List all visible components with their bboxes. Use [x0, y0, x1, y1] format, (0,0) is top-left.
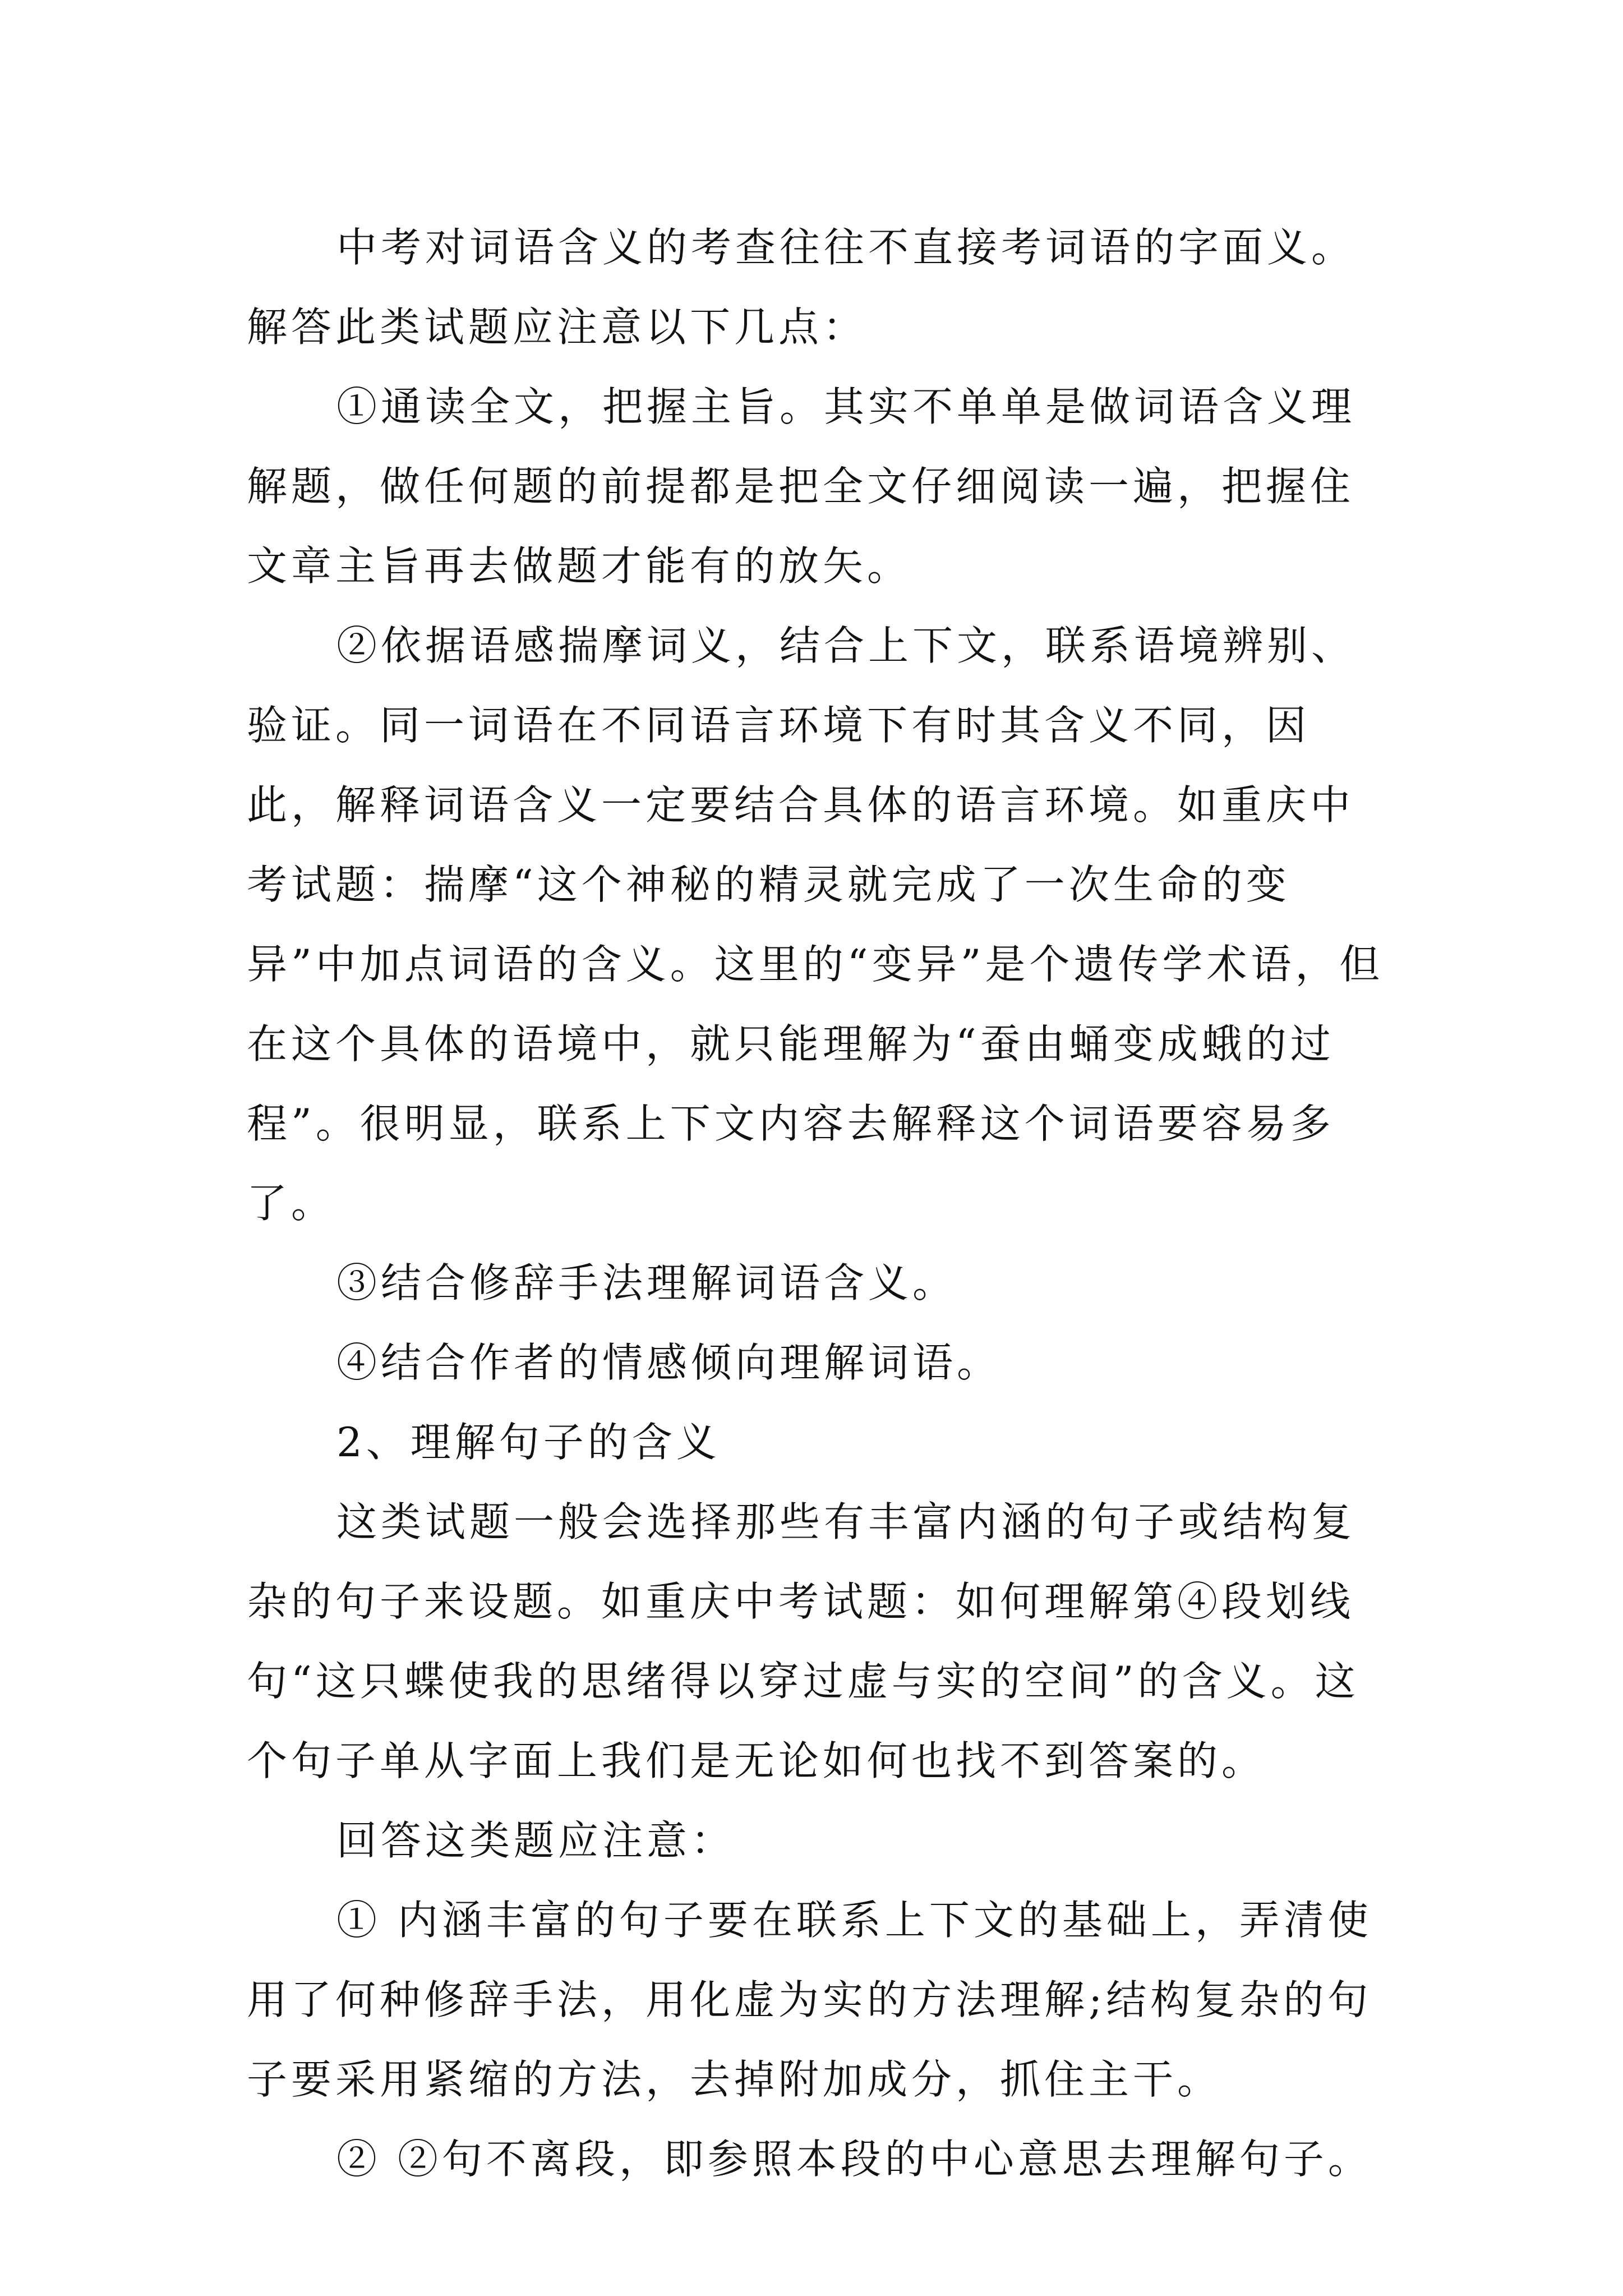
section-heading: 2、理解句子的含义	[336, 1419, 721, 1466]
paragraph-point-2: ②依据语感揣摩词义，结合上下文，联系语境辨别、验证。同一词语在不同语言环境下有时其含义不同，因此，解释词语含义一定要结合具体的语言环境。如重庆中考试题：揣摩“这个神秘的精灵就完成了一次生命的变异”中加点词语的含义。这里的“变异”是个遗传学术语，但在这个具体的语境中，就只能理解为“蚕由蛹变成蛾的过程”。很明显，联系上下文内容去解释这个词语要容易多了。	[247, 622, 1384, 1227]
document-body	[247, 208, 1385, 2199]
paragraph-answer-point-1: ① 内涵丰富的句子要在联系上下文的基础上，弄清使用了何种修辞手法，用化虚为实的方法理解;结构复杂的句子要采用紧缩的方法，去掉附加成分，抓住主干。	[247, 1897, 1372, 2103]
paragraph-point-3: ③结合修辞手法理解词语含义。	[336, 1259, 957, 1306]
paragraph-point-4: ④结合作者的情感倾向理解词语。	[336, 1339, 1002, 1386]
paragraph-intro: 中考对词语含义的考查往往不直接考词语的字面义。解答此类试题应注意以下几点：	[247, 224, 1356, 351]
paragraph-sentence-meaning: 这类试题一般会选择那些有丰富内涵的句子或结构复杂的句子来设题。如重庆中考试题：如何理解第④段划线句“这只蝶使我的思绪得以穿过虚与实的空间”的含义。这个句子单从字面上我们是无论如何也找不到答案的。	[247, 1498, 1359, 1784]
paragraph-point-1: ①通读全文，把握主旨。其实不单单是做词语含义理解题，做任何题的前提都是把全文仔细阅读一遍，把握住文章主旨再去做题才能有的放矢。	[247, 383, 1356, 590]
paragraph-answer-point-2: ② ②句不离段，即参照本段的中心意思去理解句子。	[336, 2136, 1372, 2183]
paragraph-answer-notes: 回答这类题应注意：	[336, 1817, 736, 1864]
